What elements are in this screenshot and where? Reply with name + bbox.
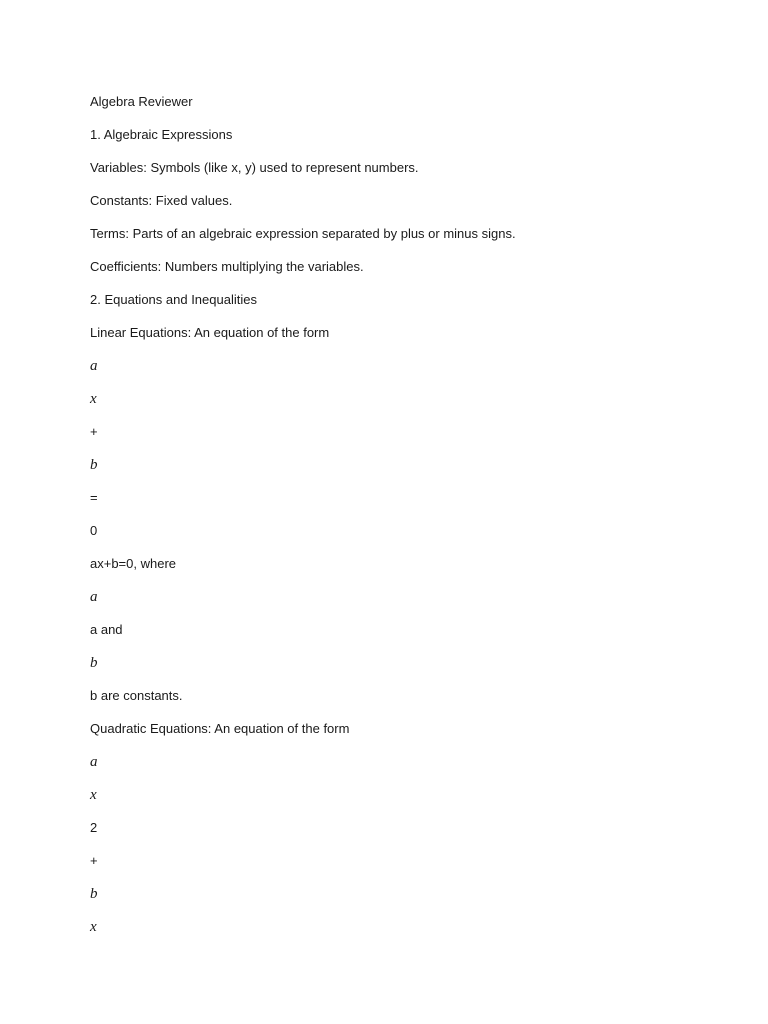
math-token-line: + (90, 853, 98, 868)
paragraph-line: Algebra Reviewer (90, 94, 193, 109)
math-token-line: 2 (90, 820, 98, 835)
math-token-line: a (90, 754, 98, 770)
paragraph-line: ax+b=0, where (90, 556, 177, 571)
math-token-line: a (90, 358, 98, 374)
paragraph-line: Terms: Parts of an algebraic expression separated by plus or minus signs. (90, 226, 516, 241)
paragraph-line: Constants: Fixed values. (90, 193, 233, 208)
paragraph-line: Variables: Symbols (like x, y) used to represent numbers. (90, 160, 419, 175)
math-token-line: x (90, 787, 97, 803)
math-token-line: b (90, 886, 98, 902)
math-token-line: x (90, 919, 97, 935)
paragraph-line: Quadratic Equations: An equation of the form (90, 721, 350, 736)
paragraph-line: a and (90, 622, 123, 637)
math-token-line: + (90, 424, 98, 439)
math-token-line: = (90, 490, 98, 505)
math-token-line: b (90, 457, 98, 473)
paragraph-line: b are constants. (90, 688, 183, 703)
paragraph-line: Linear Equations: An equation of the form (90, 325, 330, 340)
math-token-line: 0 (90, 523, 98, 538)
paragraph-line: 1. Algebraic Expressions (90, 127, 233, 142)
paragraph-line: 2. Equations and Inequalities (90, 292, 257, 307)
math-token-line: x (90, 391, 97, 407)
math-token-line: a (90, 589, 98, 605)
math-token-line: b (90, 655, 98, 671)
document-body (90, 92, 690, 950)
paragraph-line: Coefficients: Numbers multiplying the variables. (90, 259, 364, 274)
